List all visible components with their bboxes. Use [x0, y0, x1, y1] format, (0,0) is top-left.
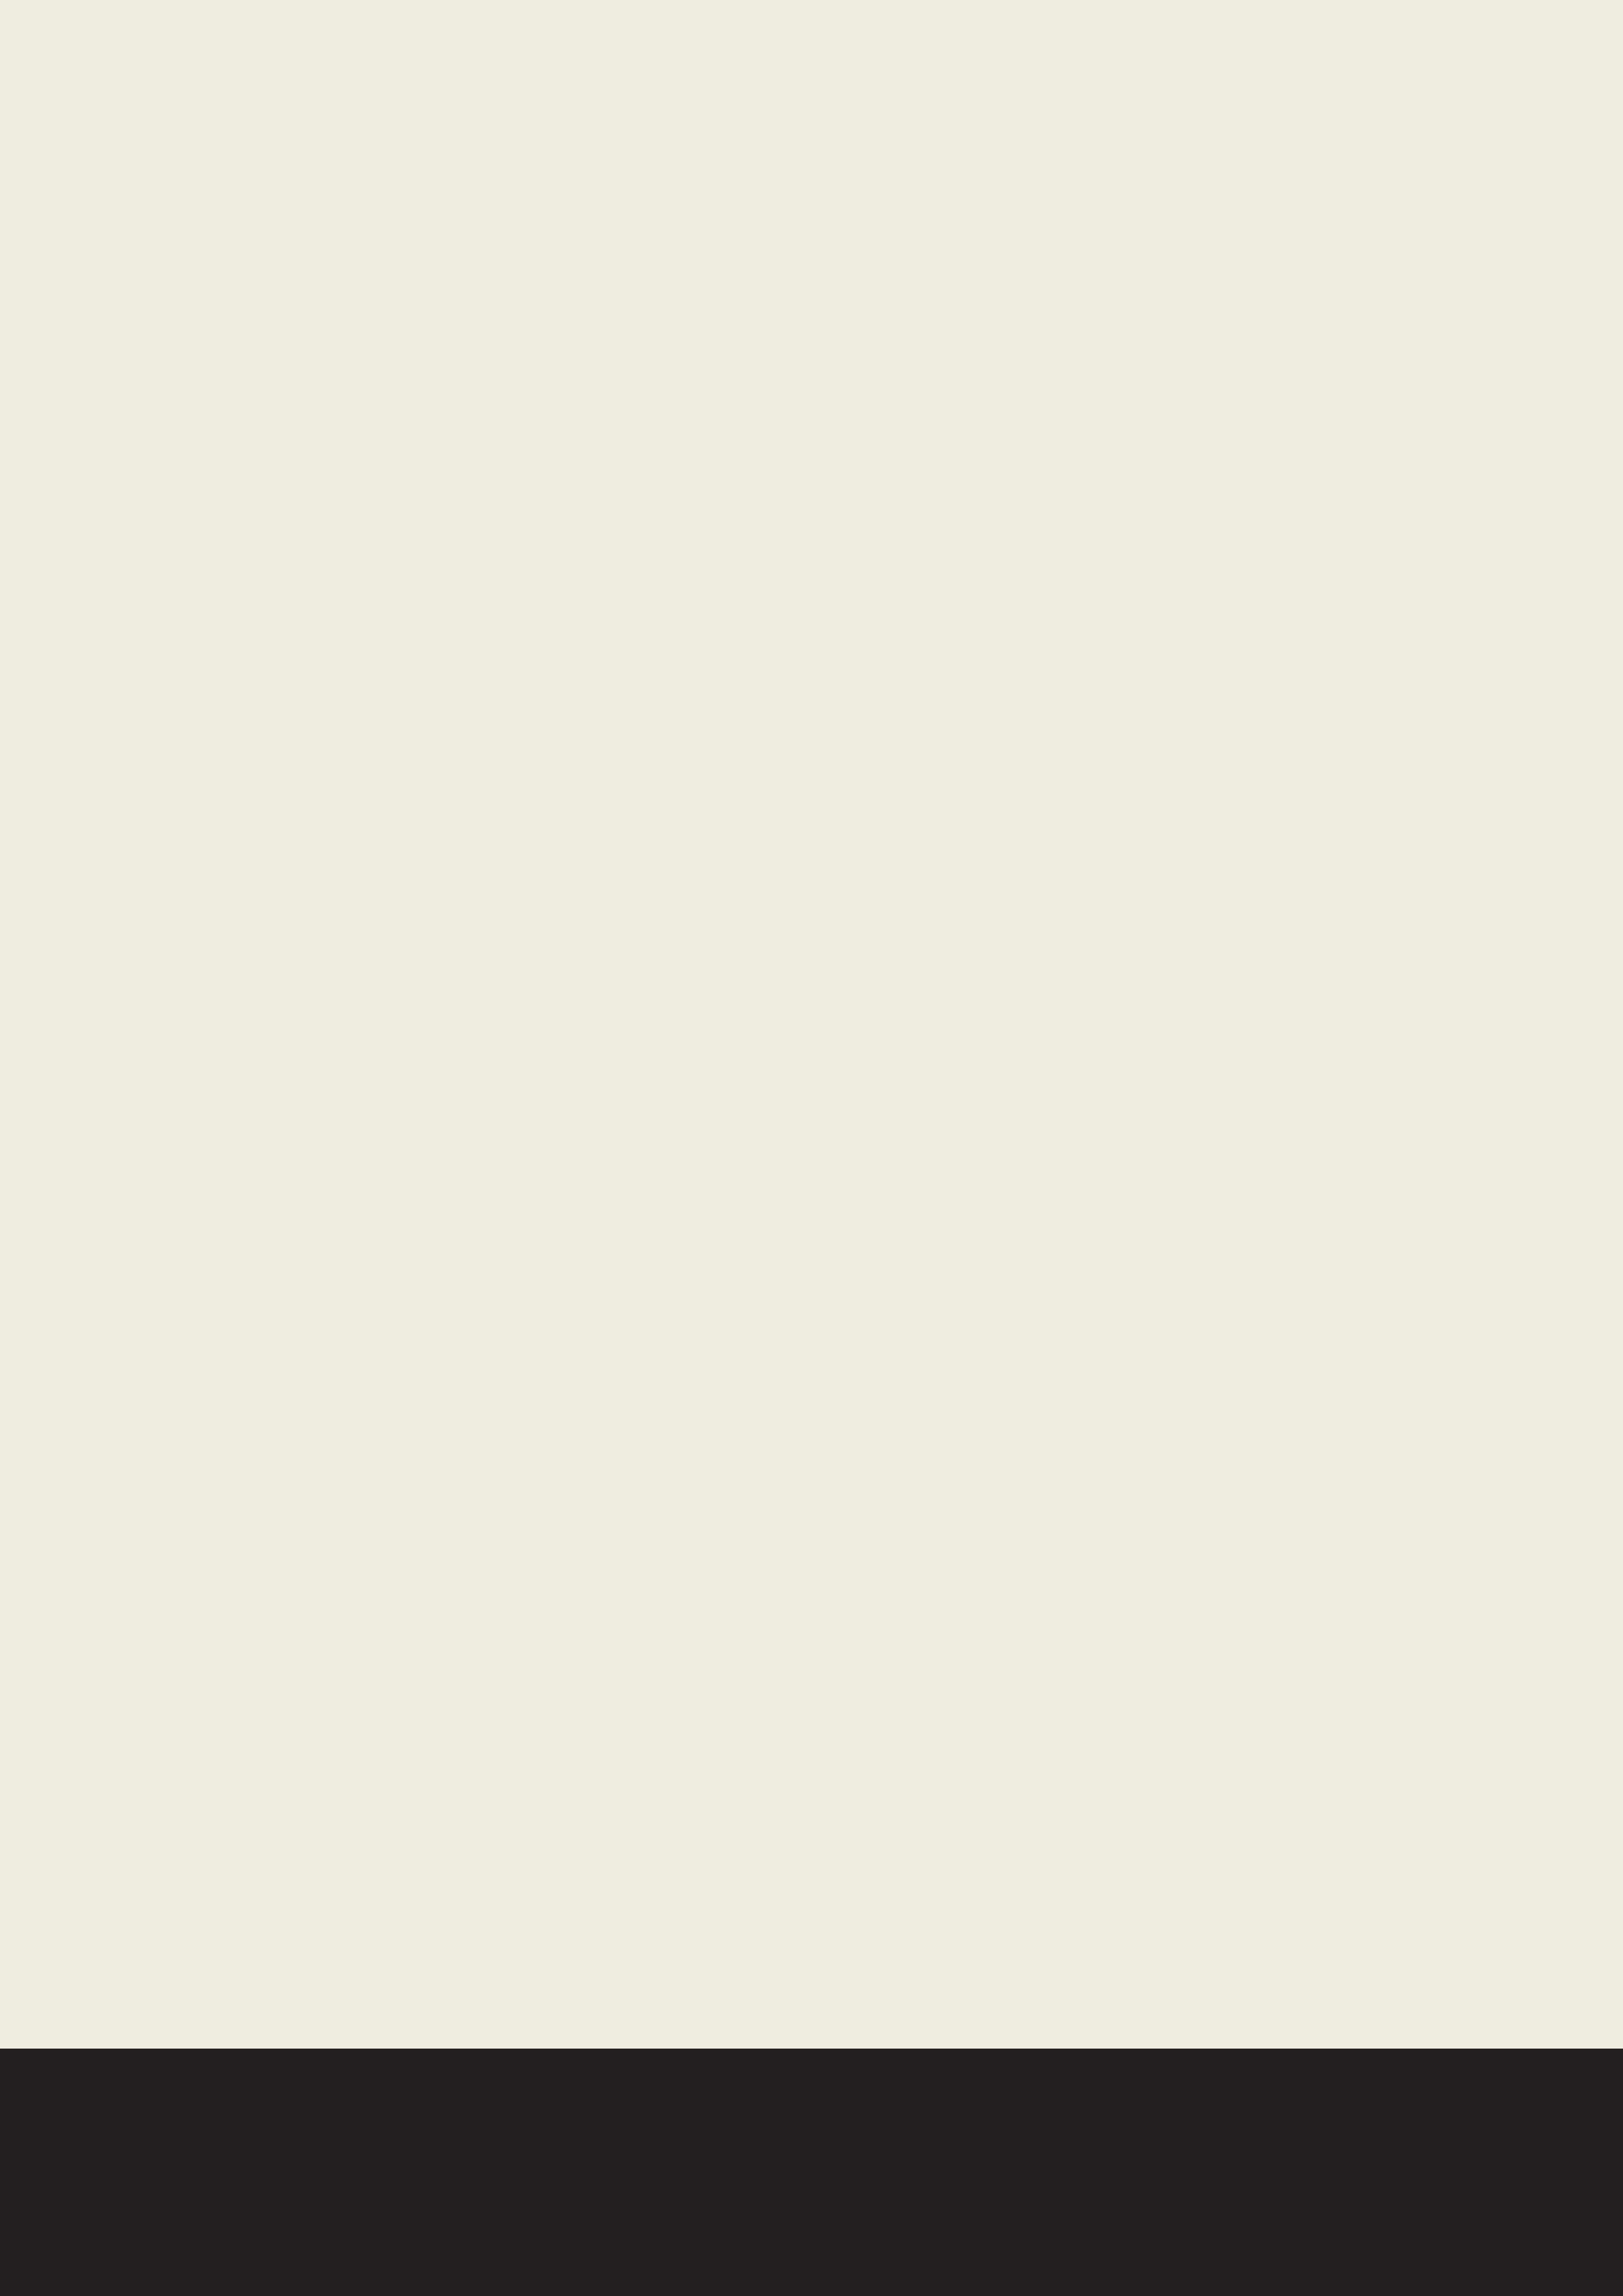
film-strip: [0, 2049, 1623, 2296]
